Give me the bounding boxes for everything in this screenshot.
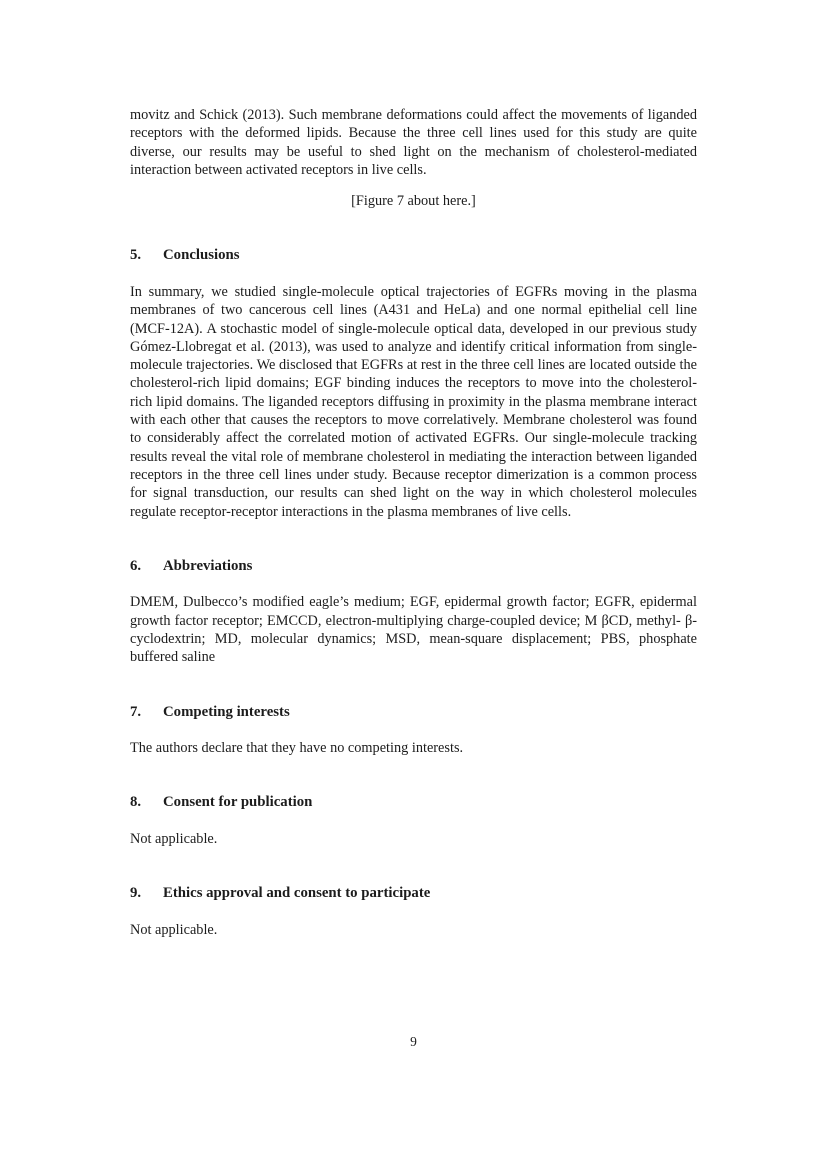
section-body: The authors declare that they have no competing interests. <box>130 740 464 757</box>
section-heading <box>130 884 697 903</box>
figure-placeholder: [Figure 7 about here.] <box>351 193 476 210</box>
section-body: In summary, we studied single-molecule optical trajectories of EGFRs moving in the plasma membranes of two cancerous cell lines (A431 and HeLa) and one normal epithelial cell line (MCF-12A). A stochastic model of single-molecule optical data, developed in our previous study Gómez-Llobregat et al. (2013), was used to analyze and identify critical information from single-molecule trajectories. We disclosed that EGFRs at rest in the three cell lines are located outside the cholesterol-rich lipid domains; EGF binding induces the receptors to move into the cholesterol-rich lipid domains. The liganded receptors diffusing in proximity in the plasma membrane interact with each other that causes the receptors to move correlatively. Membrane cholesterol was found to considerably affect the correlated motion of activated EGFRs. Our single-molecule tracking results reveal the vital role of membrane cholesterol in mediating the interaction between liganded receptors in the three cell lines under study. Because receptor dimerization is a common process for signal transduction, our results can shed light on the way in which cholesterol molecules regulate receptor-receptor interactions in the plasma membranes of live cells. <box>130 283 697 520</box>
section-number: 9. <box>130 885 142 902</box>
section-number: 5. <box>130 247 142 264</box>
section-body: Not applicable. <box>130 921 218 938</box>
section-title: Competing interests <box>163 703 290 720</box>
section-body: Not applicable. <box>130 830 218 847</box>
section-consent-publication <box>130 793 697 848</box>
section-heading <box>130 246 697 265</box>
section-title: Ethics approval and consent to participate <box>163 885 431 902</box>
section-number: 7. <box>130 703 142 720</box>
section-body: DMEM, Dulbecco’s modified eagle’s medium; EGF, epidermal growth factor; EGFR, epidermal growth factor receptor; EMCCD, electron-multiplying charge-coupled device; M βCD, methyl- β-cyclodextrin; MD, molecular dynamics; MSD, mean-square displacement; PBS, phosphate buffered saline <box>130 594 697 666</box>
section-title: Abbreviations <box>163 557 253 574</box>
section-conclusions <box>130 246 697 520</box>
text-column <box>130 106 697 939</box>
section-ethics-approval <box>130 884 697 939</box>
section-number: 6. <box>130 557 142 574</box>
section-heading <box>130 703 697 722</box>
section-heading <box>130 557 697 576</box>
page-number: 9 <box>410 1034 417 1049</box>
section-title: Consent for publication <box>163 794 313 811</box>
section-abbreviations <box>130 557 697 667</box>
continuation-paragraph: movitz and Schick (2013). Such membrane deformations could affect the movements of liganded receptors with the deformed lipids. Because the three cell lines used for this study are quite diverse, our results may be useful to shed light on the mechanism of cholesterol-mediated interaction between activated receptors in live cells. <box>130 107 697 178</box>
section-title: Conclusions <box>163 247 240 264</box>
section-competing-interests <box>130 703 697 758</box>
section-heading <box>130 793 697 812</box>
section-number: 8. <box>130 794 142 811</box>
